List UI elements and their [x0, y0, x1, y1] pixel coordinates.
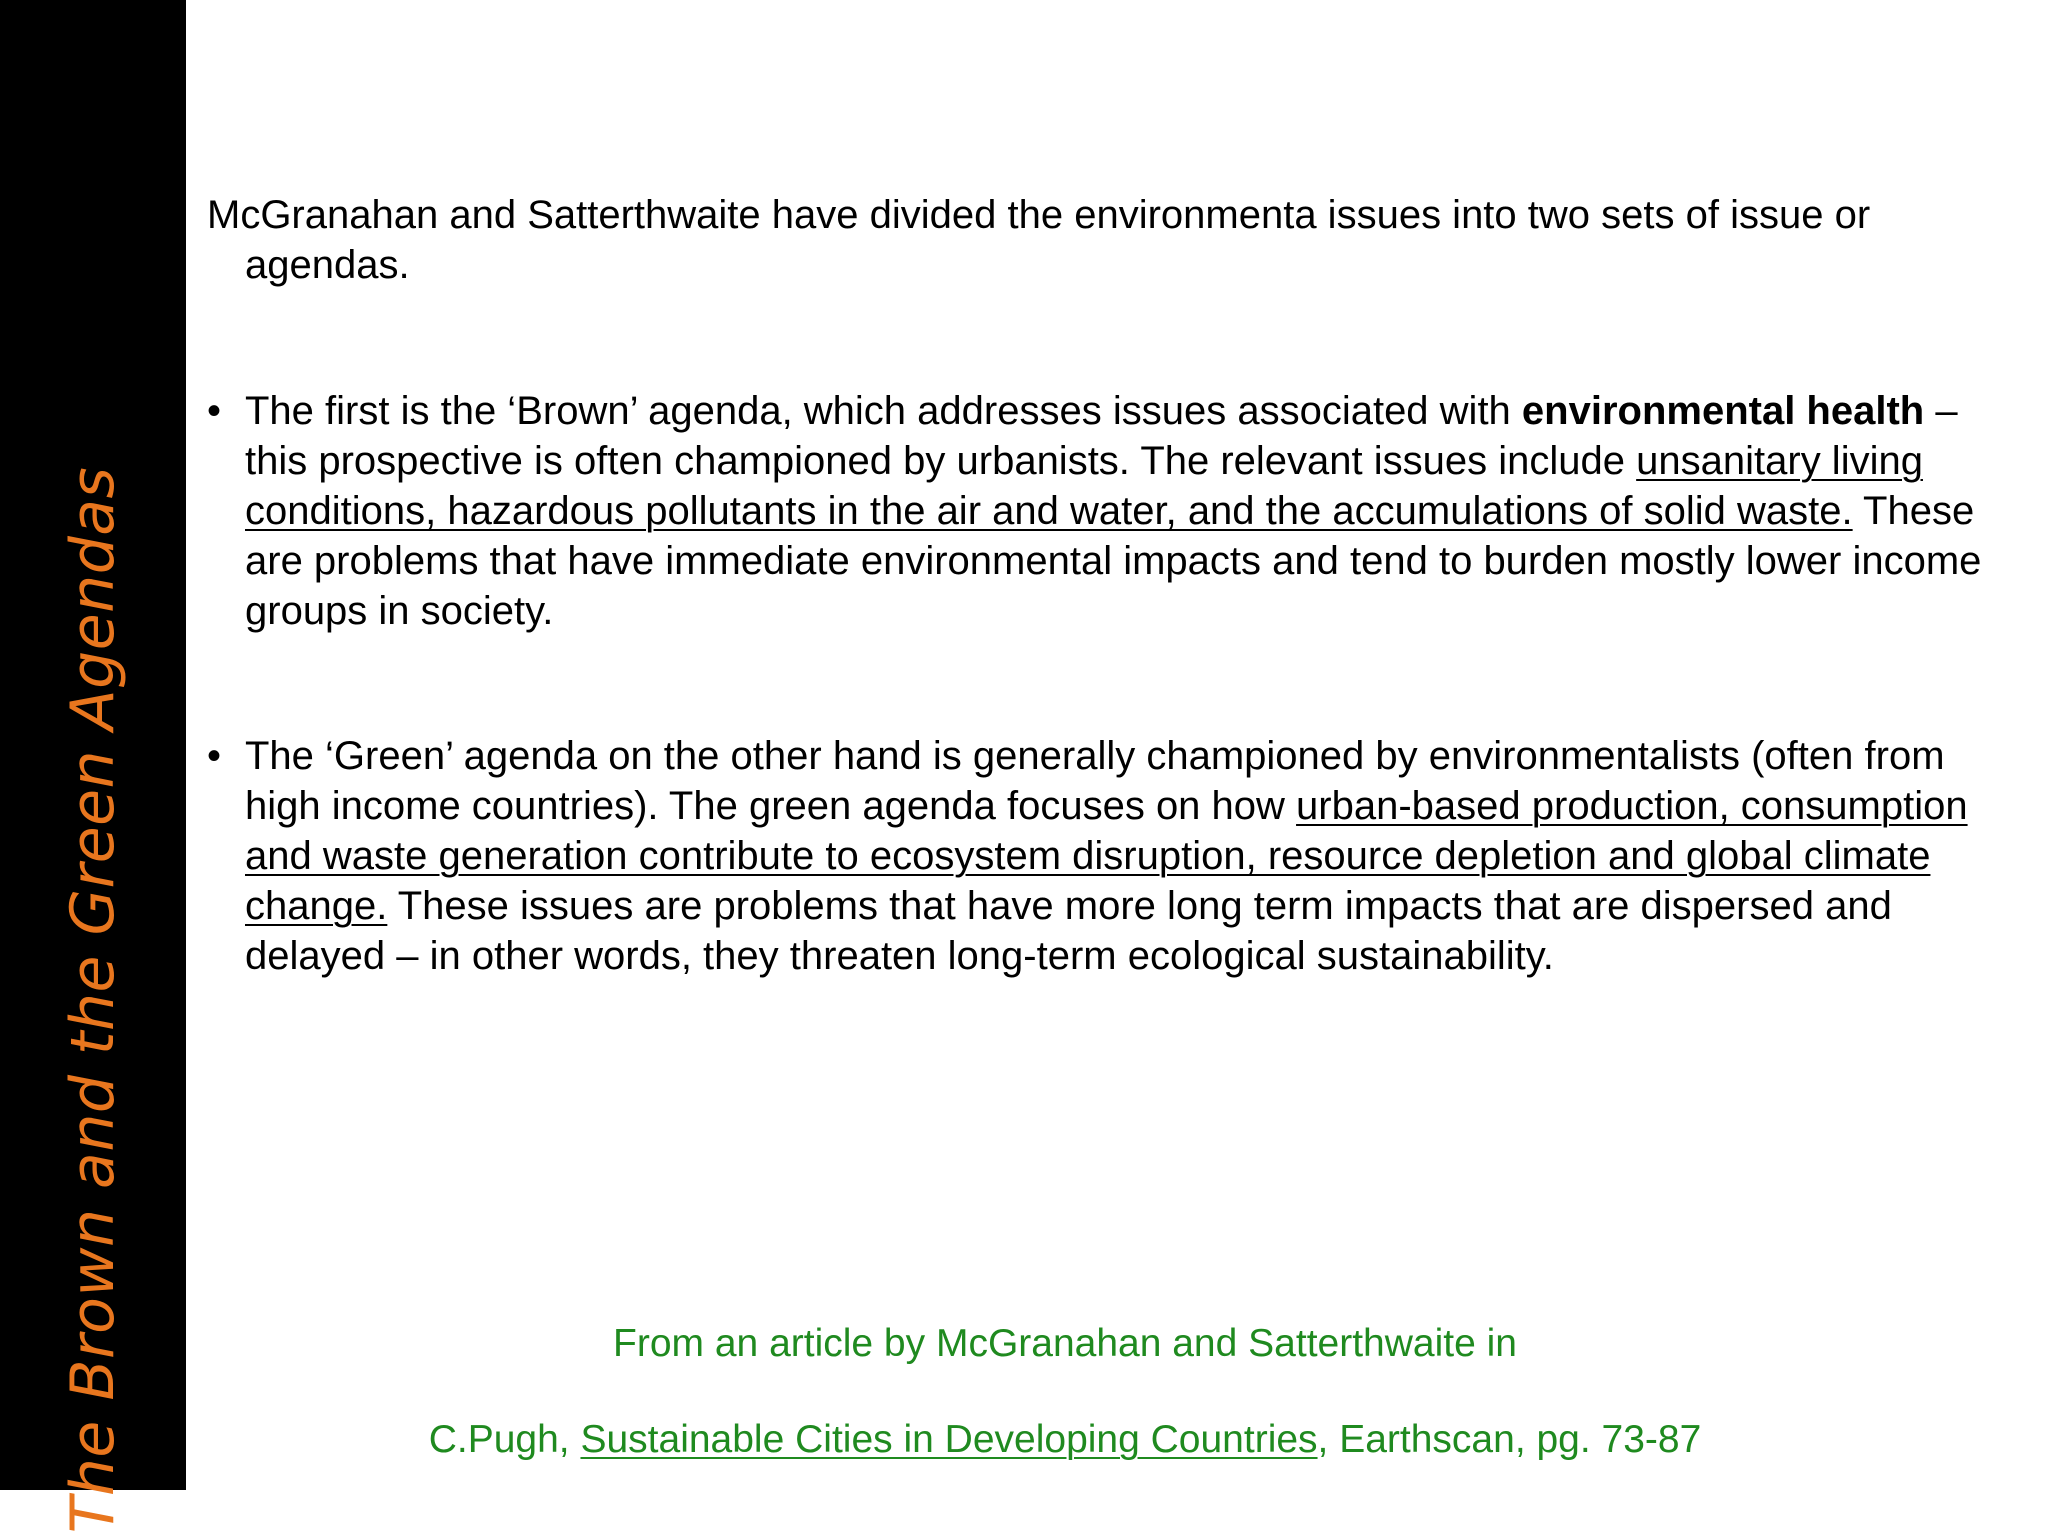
- intro-paragraph: McGranahan and Satterthwaite have divided the environmenta issues into two sets of issue or agendas.: [207, 193, 1871, 287]
- bullet-brown-agenda: [207, 386, 2027, 636]
- citation-line-1: From an article by McGranahan and Satterthwaite in: [613, 1322, 1517, 1365]
- underlined-text: urban-based production, consumption and waste generation contribute to ecosystem disruption, resource depletion and global climate change.: [245, 784, 1968, 928]
- bullet-icon: •: [207, 734, 222, 778]
- underlined-text: unsanitary living conditions, hazardous pollutants in the air and water, and the accumulations of solid waste.: [245, 439, 1923, 533]
- citation-publisher: , Earthscan, pg. 73-87: [1317, 1418, 1702, 1461]
- bullet-text: – this prospective is often championed by urbanists. The relevant issues include: [245, 389, 1958, 483]
- bullet-text: The ‘Green’ agenda on the other hand is generally championed by environmentalists (often from high income countries). The green agenda focuses on how: [245, 734, 1945, 828]
- slide-title: The Brown and the Green Agendas: [58, 466, 128, 1534]
- bullet-green-agenda: [207, 731, 2027, 981]
- sidebar: [0, 0, 186, 1534]
- citation-author: C.Pugh,: [428, 1418, 581, 1461]
- bullet-text: These issues are problems that have more long term impacts that are dispersed and delayed – in other words, they threaten long-term ecological sustainability.: [245, 884, 1892, 978]
- bullet-text: These are problems that have immediate environmental impacts and tend to burden mostly lower income groups in society.: [245, 489, 1982, 633]
- citation-line-2: [186, 1418, 1944, 1462]
- bullet-text: The first is the ‘Brown’ agenda, which addresses issues associated with: [245, 389, 1522, 433]
- bullet-icon: •: [207, 389, 222, 433]
- citation-book-title: Sustainable Cities in Developing Countries: [580, 1418, 1318, 1461]
- bold-term: environmental health: [1521, 389, 1925, 433]
- slide-body: [207, 190, 2027, 981]
